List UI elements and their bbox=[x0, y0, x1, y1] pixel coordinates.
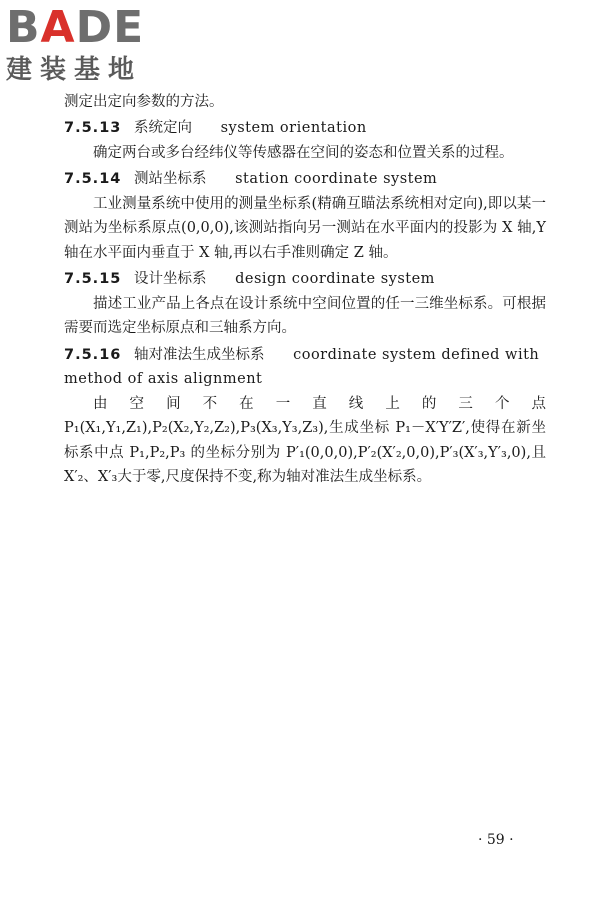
brand-logo bbox=[6, 4, 176, 86]
section-title-en: coordinate system defined with method of axis alignment bbox=[64, 346, 540, 387]
section-heading-7-5-14 bbox=[64, 167, 546, 192]
section-title-zh: 测站坐标系 bbox=[133, 171, 207, 187]
section-number: 7.5.14 bbox=[64, 171, 122, 187]
section-body-7-5-15: 描述工业产品上各点在设计系统中空间位置的任一三维坐标系。可根据需要而选定坐标原点和三轴系方向。 bbox=[64, 295, 546, 336]
logo-wordmark: BADE bbox=[6, 2, 145, 53]
section-title-en: design coordinate system bbox=[235, 271, 435, 287]
section-heading-7-5-15 bbox=[64, 267, 546, 292]
section-number: 7.5.16 bbox=[64, 346, 122, 363]
section-number: 7.5.15 bbox=[64, 271, 122, 287]
logo-subtitle: 建装基地 bbox=[6, 55, 143, 85]
document-body bbox=[64, 90, 546, 490]
section-title-en: station coordinate system bbox=[235, 171, 438, 187]
section-title-en: system orientation bbox=[220, 120, 367, 136]
intro-line: 测定出定向参数的方法。 bbox=[64, 94, 224, 110]
section-title-zh: 设计坐标系 bbox=[133, 271, 207, 287]
section-number: 7.5.13 bbox=[64, 120, 122, 136]
section-body-7-5-13: 确定两台或多台经纬仪等传感器在空间的姿态和位置关系的过程。 bbox=[93, 144, 514, 161]
section-body-7-5-14: 工业测量系统中使用的测量坐标系(精确互瞄法系统相对定向),即以某一测站为坐标系原点(0,0,0),该测站指向另一测站在水平面内的投影为 X 轴,Y 轴在水平面内垂直于 X 轴,再以右手准则确定 Z 轴。 bbox=[64, 195, 546, 261]
page-number: · 59 · bbox=[478, 832, 514, 848]
section-title-zh: 轴对准法生成坐标系 bbox=[133, 346, 265, 363]
section-body-7-5-16: 由空间不在一直线上的三个点 P₁(X₁,Y₁,Z₁),P₂(X₂,Y₂,Z₂),P₃(X₃,Y₃,Z₃),生成坐标 P₁－X′Y′Z′,使得在新坐标系中点 P₁,P₂,P₃ 的坐标分别为 P′₁(0,0,0),P′₂(X′₂,0,0),P′₃(X′₃,Y′₃,0),且 X′₂、X′₃大于零,尺度保持不变,称为轴对准法生成坐标系。 bbox=[64, 395, 546, 485]
section-heading-7-5-13 bbox=[64, 116, 546, 141]
section-heading-7-5-16 bbox=[64, 343, 546, 392]
section-title-zh: 系统定向 bbox=[133, 120, 192, 136]
